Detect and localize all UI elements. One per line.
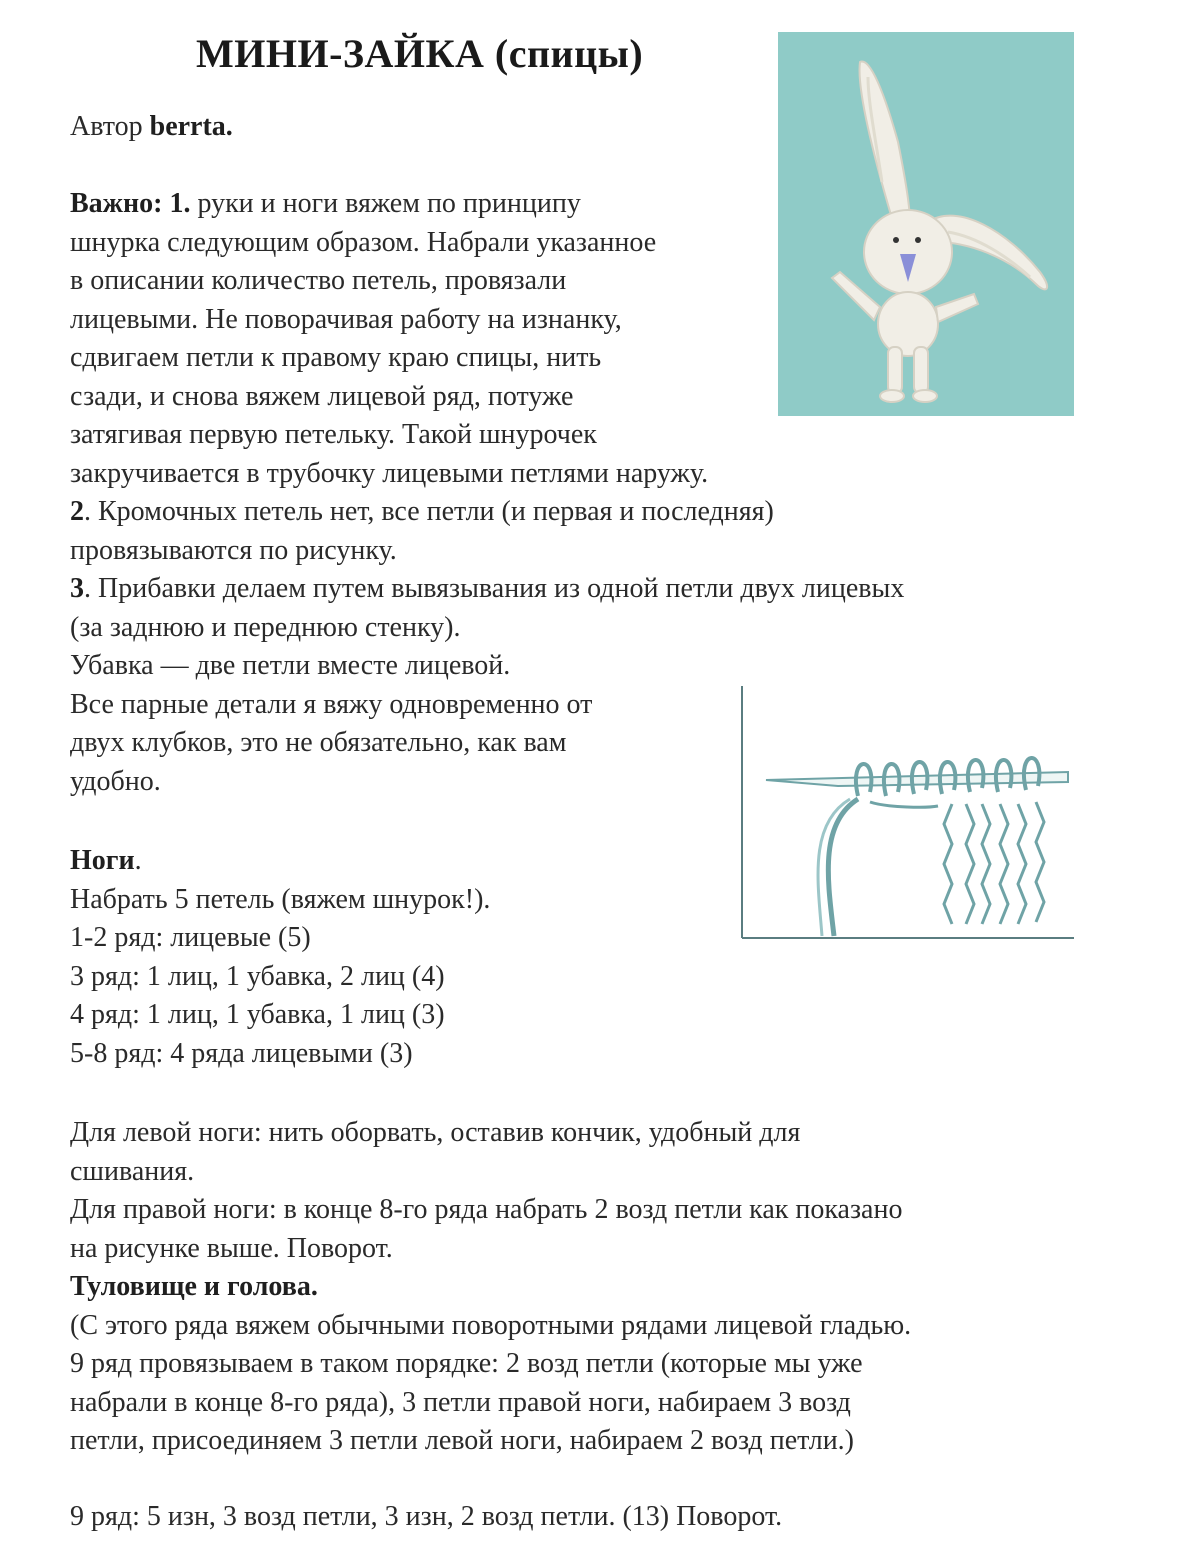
final-row: 9 ряд: 5 изн, 3 возд петли, 3 изн, 2 возд петли. (13) Поворот.	[70, 1501, 783, 1532]
important-line: шнурка следующим образом. Набрали указанное	[70, 226, 657, 258]
important-line: сдвигаем петли к правому краю спицы, нить	[70, 342, 602, 373]
important-line: лицевыми. Не поворачивая работу на изнанку,	[70, 303, 622, 335]
body-line: петли, присоединяем 3 петли левой ноги, набираем 2 возд петли.)	[70, 1425, 854, 1456]
important-line: в описании количество петель, провязали	[70, 265, 567, 296]
author-label: Автор	[70, 111, 143, 142]
important-line: удобно.	[70, 765, 161, 797]
important-line-0: Важно: 1. руки и ноги вяжем по принципу	[70, 188, 581, 219]
author-line	[70, 108, 233, 147]
legs-row: Набрать 5 петель (вяжем шнурок!).	[70, 883, 491, 915]
important-line: Все парные детали я вяжу одновременно от	[70, 688, 593, 720]
legs-note: на рисунке выше. Поворот.	[70, 1232, 393, 1264]
important-line: (за заднюю и переднюю стенку).	[70, 611, 461, 643]
important-line: Убавка — две петли вместе лицевой.	[70, 650, 511, 681]
important-line: закручивается в трубочку лицевыми петлями наружу.	[70, 457, 709, 489]
important-line: затягивая первую петельку. Такой шнурочек	[70, 419, 597, 450]
important-num-1: 1.	[169, 188, 191, 219]
important-line: 2. Кромочных петель нет, все петли (и первая и последняя)	[70, 496, 774, 527]
legs-row: 5-8 ряд: 4 ряда лицевыми (3)	[70, 1037, 413, 1069]
important-line: провязываются по рисунку.	[70, 534, 397, 566]
important-num-3: 3	[70, 573, 84, 604]
important-line: сзади, и снова вяжем лицевой ряд, потуже	[70, 380, 574, 412]
important-label: Важно:	[70, 188, 163, 219]
legs-note: Для левой ноги: нить оборвать, оставив кончик, удобный для	[70, 1117, 801, 1148]
important-num-2: 2	[70, 496, 84, 527]
legs-section	[70, 842, 490, 1073]
legs-note: Для правой ноги: в конце 8-го ряда набрать 2 возд петли как показано	[70, 1194, 903, 1225]
bunny-photo	[778, 32, 1074, 416]
legs-row: 3 ряд: 1 лиц, 1 убавка, 2 лиц (4)	[70, 960, 445, 992]
knitting-diagram-drawing	[738, 684, 1076, 940]
important-line: двух клубков, это не обязательно, как вам	[70, 727, 567, 758]
important-line: 3. Прибавки делаем путем вывязывания из одной петли двух лицевых	[70, 573, 905, 604]
page-title: МИНИ-ЗАЙКА (спицы)	[196, 31, 644, 76]
legs-heading: Ноги.	[70, 845, 142, 876]
legs-note: сшивания.	[70, 1155, 195, 1187]
body-line: (С этого ряда вяжем обычными поворотными рядами лицевой гладью.	[70, 1309, 912, 1341]
legs-notes	[70, 1114, 911, 1461]
knitting-diagram	[738, 684, 1076, 940]
legs-row: 1-2 ряд: лицевые (5)	[70, 922, 311, 953]
body-heading: Туловище и голова.	[70, 1271, 318, 1302]
bunny-illustration	[778, 32, 1074, 416]
author-name: berrta.	[149, 111, 233, 142]
legs-row: 4 ряд: 1 лиц, 1 убавка, 1 лиц (3)	[70, 999, 445, 1030]
body-line: 9 ряд провязываем в таком порядке: 2 возд петли (которые мы уже	[70, 1348, 863, 1379]
body-line: набрали в конце 8-го ряда), 3 петли правой ноги, набираем 3 возд	[70, 1386, 851, 1418]
